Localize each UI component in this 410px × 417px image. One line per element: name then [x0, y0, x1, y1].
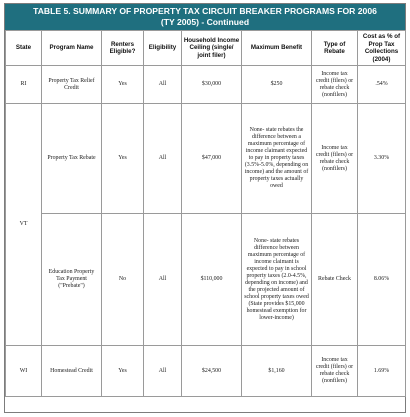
state-cell: WI	[6, 346, 42, 397]
table-row	[6, 66, 406, 104]
state-cell: VT	[6, 104, 42, 346]
header-type-of-rebate: Type of Rebate	[312, 31, 358, 66]
renters-eligible-cell: No	[102, 214, 144, 346]
table-row	[6, 214, 406, 346]
type-of-rebate-cell: Income tax credit (filers) or rebate check (nonfilers)	[312, 104, 358, 214]
renters-eligible-cell: Yes	[102, 66, 144, 104]
maximum-benefit-cell: None- state rebates difference between maximum percentage of income claimant is expected to pay in school property taxes (2.0-4.5%, depending on income) and the projected amount of school property taxes owed (State provides $15,000 homestead exemption for lower-income)	[242, 214, 312, 346]
header-maximum-benefit: Maximum Benefit	[242, 31, 312, 66]
eligibility-cell: All	[144, 214, 182, 346]
maximum-benefit-cell: $250	[242, 66, 312, 104]
program-name-cell: Education Property Tax Payment ("Prebate")	[42, 214, 102, 346]
table-row	[6, 346, 406, 397]
header-renters-eligible: Renters Eligible?	[102, 31, 144, 66]
type-of-rebate-cell: Rebate Check	[312, 214, 358, 346]
eligibility-cell: All	[144, 346, 182, 397]
state-cell: RI	[6, 66, 42, 104]
table-title-bar	[5, 4, 405, 30]
cost-pct-cell: 3.30%	[358, 104, 406, 214]
income-ceiling-cell: $110,000	[182, 214, 242, 346]
table-title-line-2: (TY 2005) - Continued	[160, 17, 250, 27]
cost-pct-cell: .54%	[358, 66, 406, 104]
maximum-benefit-cell: $1,160	[242, 346, 312, 397]
circuit-breaker-table	[5, 30, 406, 397]
header-row	[6, 31, 406, 66]
program-name-cell: Homestead Credit	[42, 346, 102, 397]
header-cost-pct: Cost as % of Prop Tax Collections (2004)	[358, 31, 406, 66]
renters-eligible-cell: Yes	[102, 104, 144, 214]
program-name-cell: Property Tax Rebate	[42, 104, 102, 214]
income-ceiling-cell: $47,000	[182, 104, 242, 214]
program-name-cell: Property Tax Relief Credit	[42, 66, 102, 104]
header-eligibility: Eligibility	[144, 31, 182, 66]
document-page	[4, 3, 406, 413]
income-ceiling-cell: $24,500	[182, 346, 242, 397]
renters-eligible-cell: Yes	[102, 346, 144, 397]
income-ceiling-cell: $30,000	[182, 66, 242, 104]
header-program-name: Program Name	[42, 31, 102, 66]
table-title-line-1: TABLE 5. SUMMARY OF PROPERTY TAX CIRCUIT BREAKER PROGRAMS FOR 2006	[33, 6, 377, 16]
eligibility-cell: All	[144, 66, 182, 104]
header-income-ceiling: Household Income Ceiling (single/ joint filer)	[182, 31, 242, 66]
eligibility-cell: All	[144, 104, 182, 214]
cost-pct-cell: 1.69%	[358, 346, 406, 397]
type-of-rebate-cell: Income tax credit (filers) or rebate check (nonfilers)	[312, 346, 358, 397]
header-state: State	[6, 31, 42, 66]
type-of-rebate-cell: Income tax credit (filers) or rebate check (nonfilers)	[312, 66, 358, 104]
table-row	[6, 104, 406, 214]
cost-pct-cell: 8.06%	[358, 214, 406, 346]
maximum-benefit-cell: None- state rebates the difference between a maximum percentage of income claimant expected to pay in property taxes (3.5%-5.0%, depending on income) and the amount of property taxes actually owed	[242, 104, 312, 214]
